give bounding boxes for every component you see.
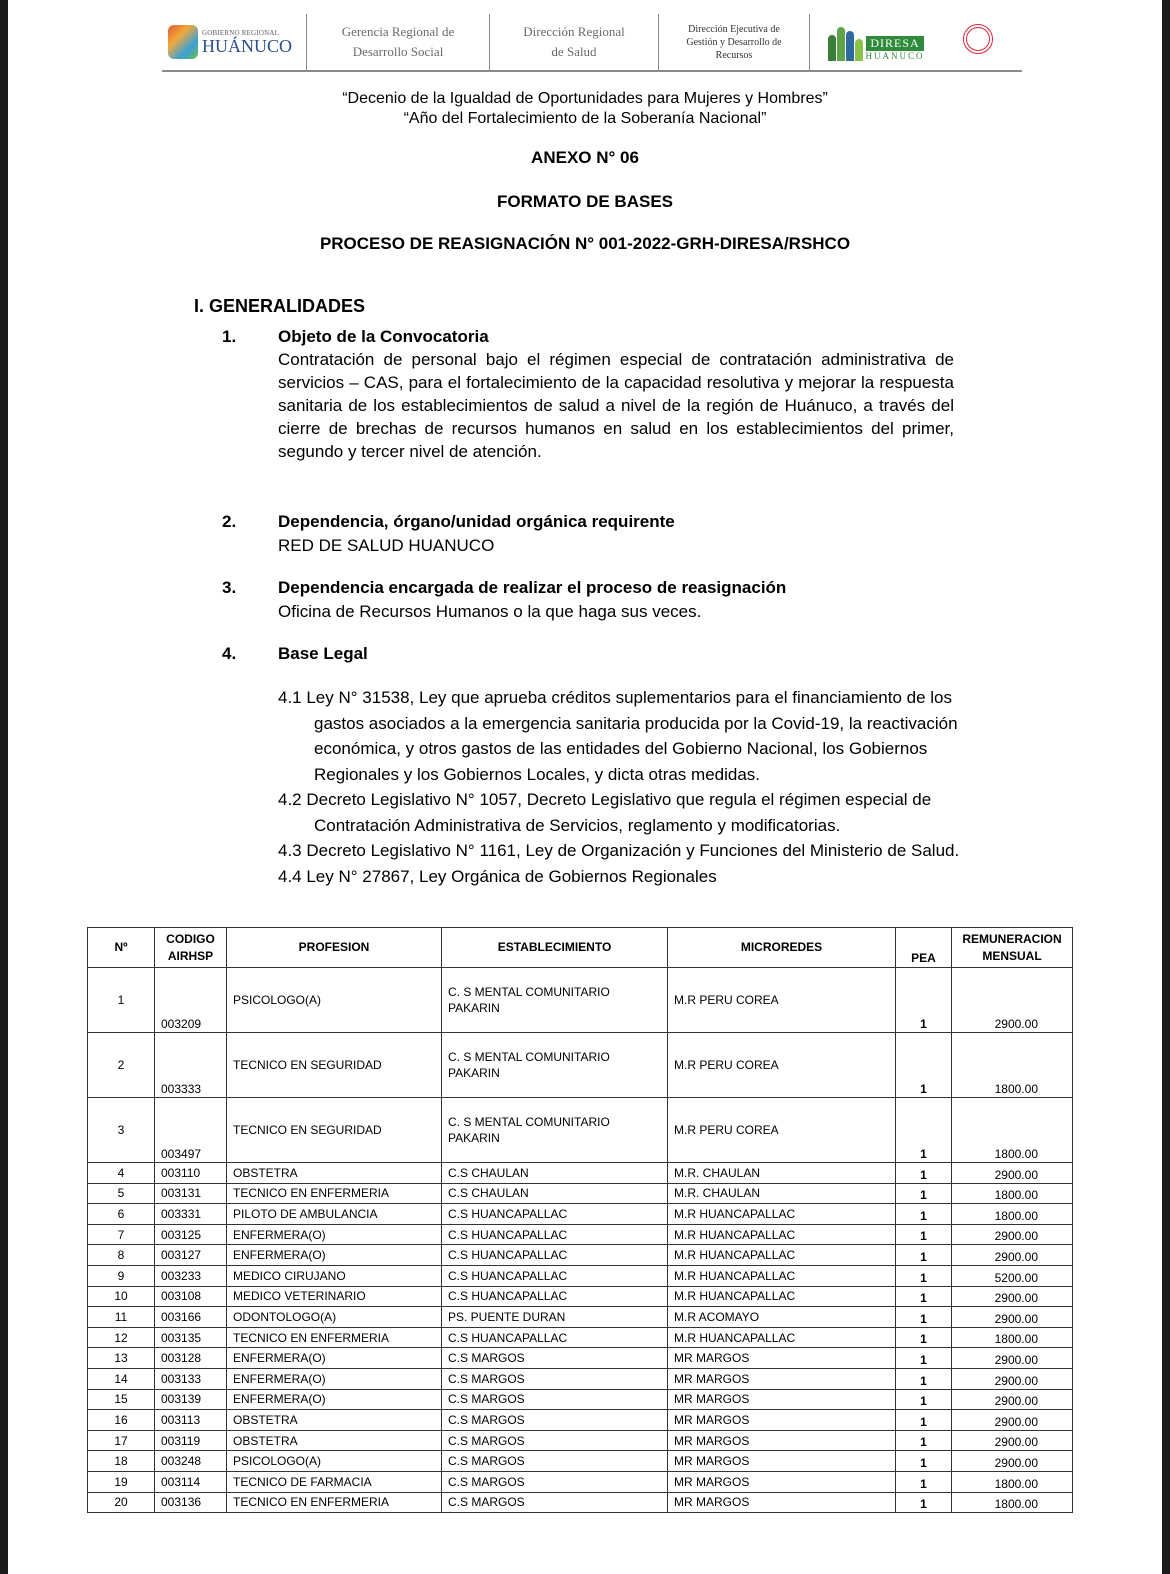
- cell-profesion: MEDICO VETERINARIO: [227, 1286, 442, 1307]
- table-row: [88, 1245, 1073, 1266]
- cell-codigo: 003110: [155, 1163, 227, 1184]
- cell-profesion: OBSTETRA: [227, 1410, 442, 1431]
- cell-codigo: 003333: [155, 1033, 227, 1098]
- cell-number: 12: [88, 1327, 155, 1348]
- cell-pea: 1: [896, 1098, 952, 1163]
- table-row: [88, 1451, 1073, 1472]
- item-1-number: 1.: [222, 327, 237, 346]
- cell-number: 20: [88, 1492, 155, 1513]
- item-2-text: RED DE SALUD HUANUCO: [278, 536, 495, 555]
- cell-microred: MR MARGOS: [668, 1348, 896, 1369]
- direccion-salud-line2: de Salud: [551, 44, 597, 59]
- cell-pea: 1: [896, 1245, 952, 1266]
- table-row: [88, 1098, 1073, 1163]
- cell-number: 15: [88, 1389, 155, 1410]
- cell-remuneracion: 2900.00: [952, 1307, 1073, 1328]
- item-4-title: Base Legal: [278, 644, 368, 663]
- item-3-text: Oficina de Recursos Humanos o la que haga sus veces.: [278, 602, 702, 621]
- cell-establecimiento: C.S HUANCAPALLAC: [442, 1245, 668, 1266]
- cell-codigo: 003166: [155, 1307, 227, 1328]
- cell-codigo: 003136: [155, 1492, 227, 1513]
- cell-number: 5: [88, 1183, 155, 1204]
- section-heading: I. GENERALIDADES: [194, 296, 366, 316]
- cell-remuneracion: 2900.00: [952, 1286, 1073, 1307]
- cell-establecimiento: C.S CHAULAN: [442, 1163, 668, 1184]
- cell-number: 6: [88, 1204, 155, 1225]
- diresa-logo: [809, 14, 940, 70]
- bicentenario-caption: [978, 56, 979, 61]
- cell-codigo: 003248: [155, 1451, 227, 1472]
- cell-number: 11: [88, 1307, 155, 1328]
- cell-establecimiento: C.S MARGOS: [442, 1492, 668, 1513]
- cell-microred: MR MARGOS: [668, 1368, 896, 1389]
- cell-profesion: OBSTETRA: [227, 1163, 442, 1184]
- cell-profesion: OBSTETRA: [227, 1430, 442, 1451]
- table-row: [88, 1389, 1073, 1410]
- cell-remuneracion: 1800.00: [952, 1492, 1073, 1513]
- col-header-pea: PEA: [896, 928, 952, 968]
- cell-establecimiento: C.S HUANCAPALLAC: [442, 1265, 668, 1286]
- cell-microred: M.R PERU COREA: [668, 968, 896, 1033]
- cell-remuneracion: 2900.00: [952, 1348, 1073, 1369]
- direccion-ejecutiva-line2: Gestión y Desarrollo de: [686, 36, 782, 48]
- table-row: [88, 1492, 1073, 1513]
- bicentenario-emblem-icon: [963, 24, 993, 54]
- cell-establecimiento: C.S HUANCAPALLAC: [442, 1204, 668, 1225]
- cell-microred: MR MARGOS: [668, 1389, 896, 1410]
- cell-establecimiento: PS. PUENTE DURAN: [442, 1307, 668, 1328]
- cell-pea: 1: [896, 1224, 952, 1245]
- cell-codigo: 003209: [155, 968, 227, 1033]
- item-2-number: 2.: [222, 512, 237, 531]
- cell-pea: 1: [896, 1327, 952, 1348]
- cell-remuneracion: 2900.00: [952, 1451, 1073, 1472]
- table-row: [88, 968, 1073, 1033]
- cell-pea: 1: [896, 968, 952, 1033]
- cell-remuneracion: 2900.00: [952, 1410, 1073, 1431]
- col-header-microredes: MICROREDES: [668, 928, 896, 968]
- cell-codigo: 003233: [155, 1265, 227, 1286]
- cell-establecimiento: C.S MARGOS: [442, 1410, 668, 1431]
- item-2-title: Dependencia, órgano/unidad orgánica requirente: [278, 512, 675, 531]
- cell-number: 1: [88, 968, 155, 1033]
- cell-pea: 1: [896, 1307, 952, 1328]
- cell-remuneracion: 2900.00: [952, 1368, 1073, 1389]
- legal-item-4-1: 4.1 Ley N° 31538, Ley que aprueba créditos suplementarios para el financiamiento de los gastos asociados a la emergencia sanitaria producida por la Covid-19, la reactivación económica, y otros gastos de las entidades del Gobierno Nacional, los Gobiernos Regionales y los Gobiernos Locales, y dicta otras medidas.: [278, 688, 958, 784]
- cell-establecimiento: C.S HUANCAPALLAC: [442, 1327, 668, 1348]
- direccion-ejecutiva-line1: Dirección Ejecutiva de: [688, 23, 780, 35]
- cell-codigo: 003135: [155, 1327, 227, 1348]
- cell-microred: M.R ACOMAYO: [668, 1307, 896, 1328]
- col-header-codigo: CODIGO AIRHSP: [155, 928, 227, 968]
- cell-microred: M.R HUANCAPALLAC: [668, 1265, 896, 1286]
- gerencia-line1: Gerencia Regional de: [341, 24, 455, 39]
- cell-microred: M.R HUANCAPALLAC: [668, 1286, 896, 1307]
- proceso-title: PROCESO DE REASIGNACIÓN N° 001-2022-GRH-DIRESA/RSHCO: [319, 234, 851, 253]
- cell-establecimiento: C. S MENTAL COMUNITARIO PAKARIN: [442, 1033, 668, 1098]
- cell-pea: 1: [896, 1389, 952, 1410]
- huanuco-emblem-icon: [168, 25, 198, 59]
- item-1-text: Contratación de personal bajo el régimen especial de contratación administrativa de servicios – CAS, para el fortalecimiento de la capacidad resolutiva y mejorar la respuesta sanitaria de los establecimientos de salud a nivel de la región de Huánuco, a través del cierre de brechas de recursos humanos en salud en los establecimientos del primer, segundo y tercer nivel de atención.: [278, 350, 954, 461]
- cell-number: 9: [88, 1265, 155, 1286]
- cell-pea: 1: [896, 1204, 952, 1225]
- cell-microred: M.R HUANCAPALLAC: [668, 1245, 896, 1266]
- table-row: [88, 1163, 1073, 1184]
- col-header-n: Nº: [88, 928, 155, 968]
- gobierno-regional-logo: [162, 14, 306, 70]
- cell-codigo: 003131: [155, 1183, 227, 1204]
- cell-profesion: ENFERMERA(O): [227, 1389, 442, 1410]
- direccion-salud-line1: Dirección Regional: [523, 24, 625, 39]
- cell-profesion: ENFERMERA(O): [227, 1348, 442, 1369]
- cell-establecimiento: C. S MENTAL COMUNITARIO PAKARIN: [442, 1098, 668, 1163]
- cell-profesion: TECNICO EN ENFERMERIA: [227, 1183, 442, 1204]
- cell-pea: 1: [896, 1451, 952, 1472]
- cell-microred: M.R PERU COREA: [668, 1033, 896, 1098]
- cell-profesion: MEDICO CIRUJANO: [227, 1265, 442, 1286]
- cell-number: 4: [88, 1163, 155, 1184]
- cell-establecimiento: C.S MARGOS: [442, 1430, 668, 1451]
- cell-remuneracion: 5200.00: [952, 1265, 1073, 1286]
- gerencia-line2: Desarrollo Social: [352, 44, 444, 59]
- cell-number: 8: [88, 1245, 155, 1266]
- cell-establecimiento: C.S MARGOS: [442, 1451, 668, 1472]
- cell-establecimiento: C.S HUANCAPALLAC: [442, 1286, 668, 1307]
- cell-codigo: 003497: [155, 1098, 227, 1163]
- logo-gobierno-line1: GOBIERNO REGIONAL: [202, 28, 280, 37]
- letterhead: [162, 14, 1022, 72]
- cell-pea: 1: [896, 1286, 952, 1307]
- cell-remuneracion: 1800.00: [952, 1183, 1073, 1204]
- cell-establecimiento: C.S MARGOS: [442, 1368, 668, 1389]
- cell-establecimiento: C. S MENTAL COMUNITARIO PAKARIN: [442, 968, 668, 1033]
- cell-codigo: 003133: [155, 1368, 227, 1389]
- table-row: [88, 1410, 1073, 1431]
- cell-microred: MR MARGOS: [668, 1430, 896, 1451]
- legal-list: [278, 685, 998, 889]
- item-3-title: Dependencia encargada de realizar el proceso de reasignación: [278, 578, 787, 597]
- cell-number: 19: [88, 1471, 155, 1492]
- cell-microred: M.R PERU COREA: [668, 1098, 896, 1163]
- cell-profesion: PSICOLOGO(A): [227, 1451, 442, 1472]
- cell-remuneracion: 2900.00: [952, 1389, 1073, 1410]
- cell-codigo: 003127: [155, 1245, 227, 1266]
- cell-remuneracion: 1800.00: [952, 1098, 1073, 1163]
- cell-establecimiento: C.S HUANCAPALLAC: [442, 1224, 668, 1245]
- cell-remuneracion: 2900.00: [952, 1430, 1073, 1451]
- cell-profesion: PSICOLOGO(A): [227, 968, 442, 1033]
- cell-number: 16: [88, 1410, 155, 1431]
- cell-profesion: TECNICO EN ENFERMERIA: [227, 1327, 442, 1348]
- cell-profesion: TECNICO EN SEGURIDAD: [227, 1033, 442, 1098]
- cell-pea: 1: [896, 1471, 952, 1492]
- cell-establecimiento: C.S CHAULAN: [442, 1183, 668, 1204]
- logo-gobierno-line2: HUÁNUCO: [202, 35, 292, 56]
- motto-1: “Decenio de la Igualdad de Oportunidades para Mujeres y Hombres”: [342, 90, 828, 107]
- legal-item-4-4: 4.4 Ley N° 27867, Ley Orgánica de Gobiernos Regionales: [278, 866, 717, 886]
- document-page: [8, 0, 1162, 1574]
- cell-remuneracion: 1800.00: [952, 1204, 1073, 1225]
- cell-number: 13: [88, 1348, 155, 1369]
- cell-remuneracion: 1800.00: [952, 1033, 1073, 1098]
- cell-microred: M.R. CHAULAN: [668, 1183, 896, 1204]
- cell-microred: MR MARGOS: [668, 1471, 896, 1492]
- table-row: [88, 1430, 1073, 1451]
- cell-microred: M.R HUANCAPALLAC: [668, 1204, 896, 1225]
- table-row: [88, 1286, 1073, 1307]
- table-row: [88, 1033, 1073, 1098]
- cell-establecimiento: C.S MARGOS: [442, 1348, 668, 1369]
- bicentenario-logo: [940, 14, 1016, 70]
- cell-number: 2: [88, 1033, 155, 1098]
- col-header-profesion: PROFESION: [227, 928, 442, 968]
- cell-profesion: TECNICO EN ENFERMERIA: [227, 1492, 442, 1513]
- legal-item-4-3: 4.3 Decreto Legislativo N° 1161, Ley de Organización y Funciones del Ministerio de Salud.: [278, 841, 960, 860]
- cell-microred: M.R HUANCAPALLAC: [668, 1224, 896, 1245]
- anexo-title: ANEXO N° 06: [531, 148, 639, 167]
- table-row: [88, 1183, 1073, 1204]
- table-row: [88, 1204, 1073, 1225]
- cell-pea: 1: [896, 1265, 952, 1286]
- cell-pea: 1: [896, 1163, 952, 1184]
- motto-2: “Año del Fortalecimiento de la Soberanía Nacional”: [403, 110, 767, 127]
- cell-codigo: 003119: [155, 1430, 227, 1451]
- diresa-people-icon: [826, 23, 864, 61]
- cell-codigo: 003128: [155, 1348, 227, 1369]
- cell-number: 17: [88, 1430, 155, 1451]
- cell-microred: M.R HUANCAPALLAC: [668, 1327, 896, 1348]
- item-3-number: 3.: [222, 578, 237, 597]
- cell-profesion: ENFERMERA(O): [227, 1245, 442, 1266]
- cell-codigo: 003139: [155, 1389, 227, 1410]
- table-row: [88, 1368, 1073, 1389]
- cell-remuneracion: 2900.00: [952, 1163, 1073, 1184]
- direccion-ejecutiva-line3: Recursos: [715, 49, 753, 61]
- col-header-remuneracion: REMUNERACION MENSUAL: [952, 928, 1073, 968]
- cell-remuneracion: 2900.00: [952, 1245, 1073, 1266]
- direccion-regional-salud: [489, 14, 658, 70]
- cell-pea: 1: [896, 1033, 952, 1098]
- cell-number: 3: [88, 1098, 155, 1163]
- cell-profesion: TECNICO DE FARMACIA: [227, 1471, 442, 1492]
- cell-pea: 1: [896, 1492, 952, 1513]
- cell-profesion: ENFERMERA(O): [227, 1224, 442, 1245]
- table-row: [88, 1224, 1073, 1245]
- gerencia-regional: [306, 14, 489, 70]
- cell-pea: 1: [896, 1410, 952, 1431]
- cell-establecimiento: C.S MARGOS: [442, 1471, 668, 1492]
- item-1-title: Objeto de la Convocatoria: [278, 327, 489, 346]
- cell-number: 7: [88, 1224, 155, 1245]
- cell-codigo: 003108: [155, 1286, 227, 1307]
- legal-item-4-2: 4.2 Decreto Legislativo N° 1057, Decreto Legislativo que regula el régimen especial de Contratación Administrativa de Servicios, reglamento y modificatorias.: [278, 790, 932, 835]
- cell-remuneracion: 1800.00: [952, 1327, 1073, 1348]
- cell-profesion: ODONTOLOGO(A): [227, 1307, 442, 1328]
- cell-pea: 1: [896, 1348, 952, 1369]
- cell-codigo: 003331: [155, 1204, 227, 1225]
- cell-pea: 1: [896, 1183, 952, 1204]
- cell-number: 10: [88, 1286, 155, 1307]
- cell-remuneracion: 2900.00: [952, 968, 1073, 1033]
- cell-microred: MR MARGOS: [668, 1492, 896, 1513]
- table-row: [88, 1471, 1073, 1492]
- cell-microred: MR MARGOS: [668, 1451, 896, 1472]
- formato-title: FORMATO DE BASES: [497, 192, 673, 211]
- diresa-sublabel: HUANUCO: [865, 51, 925, 61]
- cell-codigo: 003114: [155, 1471, 227, 1492]
- table-row: [88, 1348, 1073, 1369]
- cell-profesion: ENFERMERA(O): [227, 1368, 442, 1389]
- cell-remuneracion: 2900.00: [952, 1224, 1073, 1245]
- cell-profesion: PILOTO DE AMBULANCIA: [227, 1204, 442, 1225]
- table-row: [88, 1327, 1073, 1348]
- cell-codigo: 003113: [155, 1410, 227, 1431]
- cell-microred: M.R. CHAULAN: [668, 1163, 896, 1184]
- table-row: [88, 1307, 1073, 1328]
- cell-profesion: TECNICO EN SEGURIDAD: [227, 1098, 442, 1163]
- cell-number: 14: [88, 1368, 155, 1389]
- positions-table: [87, 927, 1073, 1513]
- cell-microred: MR MARGOS: [668, 1410, 896, 1431]
- cell-establecimiento: C.S MARGOS: [442, 1389, 668, 1410]
- cell-pea: 1: [896, 1430, 952, 1451]
- diresa-label: DIRESA: [866, 36, 923, 51]
- col-header-establecimiento: ESTABLECIMIENTO: [442, 928, 668, 968]
- table-row: [88, 1265, 1073, 1286]
- table-header-row: [88, 928, 1073, 968]
- cell-pea: 1: [896, 1368, 952, 1389]
- cell-number: 18: [88, 1451, 155, 1472]
- item-4-number: 4.: [222, 644, 237, 663]
- cell-remuneracion: 1800.00: [952, 1471, 1073, 1492]
- cell-codigo: 003125: [155, 1224, 227, 1245]
- direccion-ejecutiva: [658, 14, 809, 70]
